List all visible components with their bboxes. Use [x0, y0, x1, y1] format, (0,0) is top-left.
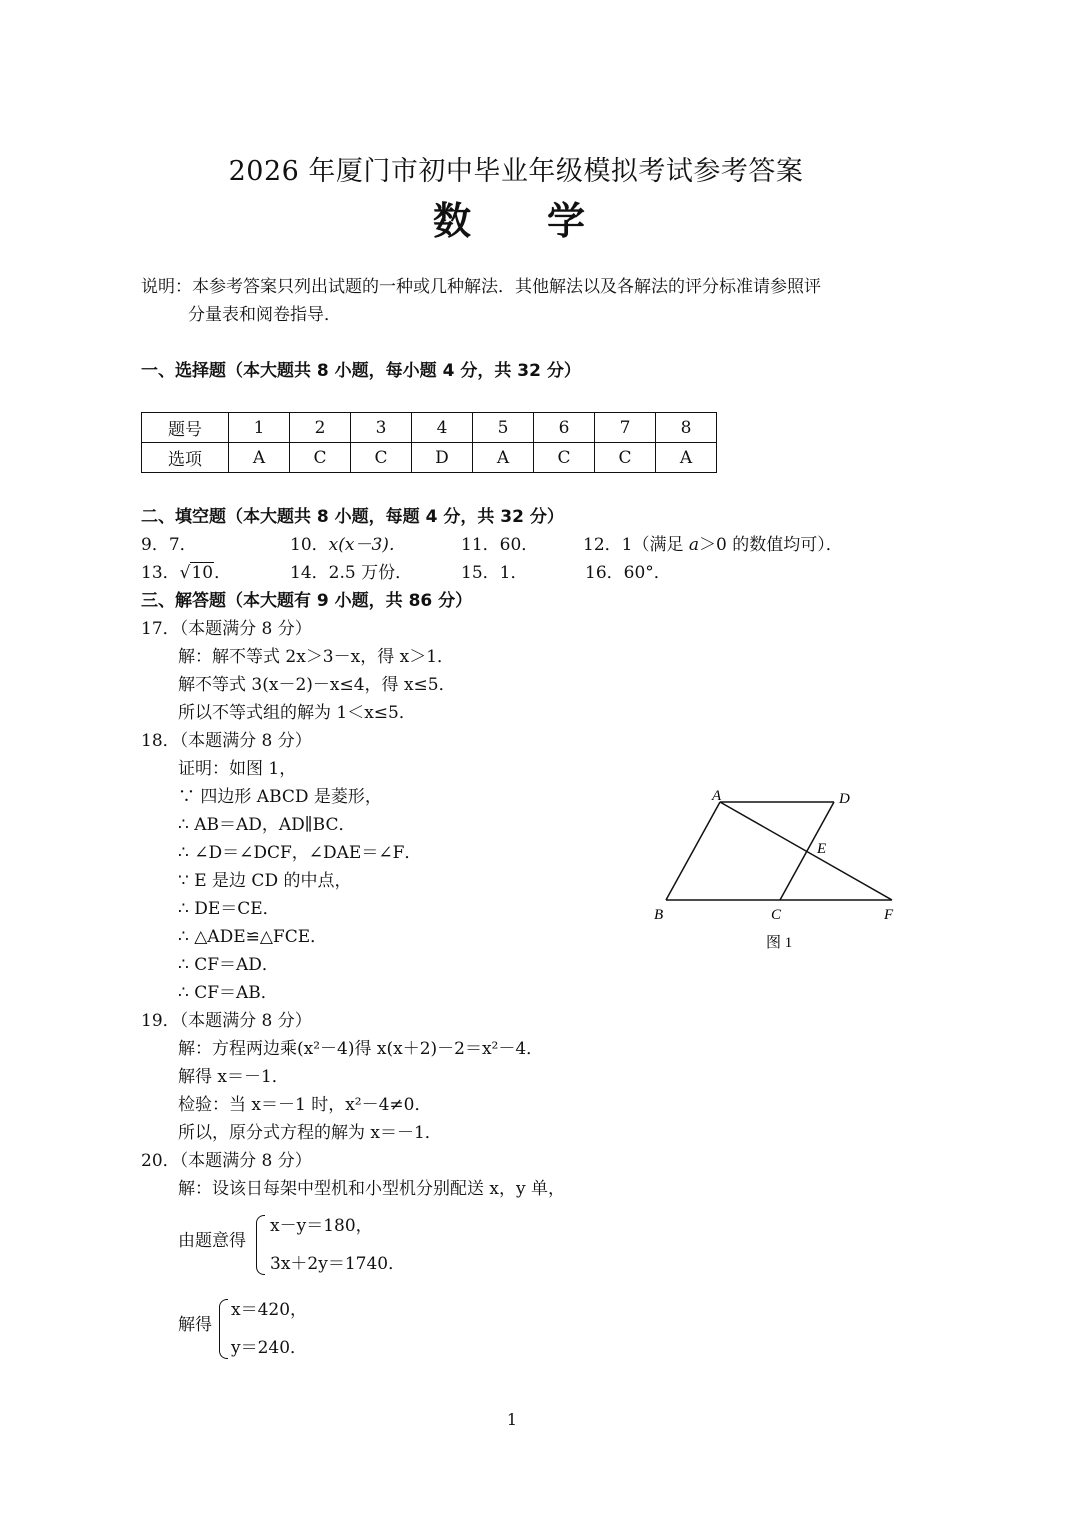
- q18-label: 18．（本题满分 8 分）: [141, 731, 312, 751]
- answer-12-var: a: [688, 535, 699, 555]
- note-line-1: 说明：本参考答案只列出试题的一种或几种解法．其他解法以及各解法的评分标准请参照评: [141, 277, 821, 297]
- point-label-c: C: [771, 907, 782, 923]
- q18-line-7: ∴ △ADE≌△FCE．: [178, 927, 328, 947]
- page-number: 1: [506, 1410, 518, 1429]
- table-cell: A: [473, 443, 534, 473]
- answer-12: [583, 531, 843, 559]
- answer-14: 14．2.5 万份．: [290, 563, 413, 583]
- answer-9: 9．7．: [141, 535, 197, 555]
- answer-table: [141, 412, 717, 473]
- q18-line-1: 证明：如图 1，: [178, 759, 297, 779]
- q18-line-6: ∴ DE＝CE．: [178, 899, 280, 919]
- table-cell: C: [534, 443, 595, 473]
- q20-intro: 解：设该日每架中型机和小型机分别配送 x，y 单，: [178, 1179, 565, 1199]
- q18-line-9: ∴ CF＝AB．: [178, 983, 278, 1003]
- section2-heading: 二、填空题（本大题共 8 小题，每题 4 分，共 32 分）: [141, 507, 564, 527]
- table-cell: 7: [595, 413, 656, 443]
- sqrt-symbol: √10: [179, 563, 214, 583]
- q20-equation-1: x－y＝180，: [270, 1216, 373, 1236]
- q20-equation-2: 3x＋2y＝1740．: [270, 1254, 406, 1274]
- row-label-choice: 选项: [142, 443, 229, 473]
- segment-af: [720, 802, 892, 900]
- answer-10: [290, 531, 406, 559]
- q20-label: 20．（本题满分 8 分）: [141, 1151, 312, 1171]
- segment-ab: [666, 802, 720, 900]
- answer-11: 11．60．: [461, 535, 539, 555]
- q20-solution-1: x＝420，: [231, 1300, 308, 1320]
- solution-brace: [219, 1299, 228, 1359]
- answer-12-prefix: 12．1（满足: [583, 535, 689, 555]
- figure-caption: 图 1: [766, 935, 793, 951]
- q17-line-2: 解不等式 3(x－2)－x≤4，得 x≤5．: [178, 675, 456, 695]
- table-cell: 6: [534, 413, 595, 443]
- q20-system-label: 由题意得: [178, 1231, 246, 1251]
- table-cell: 5: [473, 413, 534, 443]
- point-label-e: E: [817, 841, 827, 857]
- answer-10-expr: x(x－3)．: [328, 535, 406, 555]
- row-label-number: 题号: [142, 413, 229, 443]
- section1-heading: 一、选择题（本大题共 8 小题，每小题 4 分，共 32 分）: [141, 361, 581, 381]
- subject-title: [433, 196, 585, 246]
- answer-13-suffix: ．: [214, 563, 232, 583]
- q18-line-3: ∴ AB＝AD，AD∥BC．: [178, 815, 356, 835]
- table-cell: 3: [351, 413, 412, 443]
- q18-line-2: ∵ 四边形 ABCD 是菱形，: [178, 787, 382, 807]
- note-line-2: 分量表和阅卷指导．: [188, 305, 341, 325]
- table-cell: 4: [412, 413, 473, 443]
- q20-solution-2: y＝240．: [231, 1338, 308, 1358]
- q20-solution-label: 解得: [178, 1315, 212, 1335]
- answer-table-row-numbers: [142, 413, 717, 443]
- q18-line-8: ∴ CF＝AD．: [178, 955, 279, 975]
- answer-15: 15．1．: [461, 563, 528, 583]
- q19-line-1: 解：方程两边乘(x²－4)得 x(x＋2)－2＝x²－4．: [178, 1039, 544, 1059]
- q19-line-3: 检验：当 x＝－1 时，x²－4≠0．: [178, 1095, 432, 1115]
- table-cell: D: [412, 443, 473, 473]
- table-cell: A: [656, 443, 717, 473]
- section3-heading: 三、解答题（本大题有 9 小题，共 86 分）: [141, 591, 473, 611]
- point-label-d: D: [839, 791, 850, 807]
- system-brace: [256, 1215, 265, 1275]
- subject-char-2: 学: [547, 199, 586, 243]
- figure-1-diagram: [640, 780, 920, 960]
- point-label-f: F: [884, 907, 894, 923]
- answer-table-row-choices: [142, 443, 717, 473]
- q17-line-3: 所以不等式组的解为 1＜x≤5．: [178, 703, 416, 723]
- point-label-b: B: [654, 907, 664, 923]
- answer-13: [141, 559, 231, 587]
- table-cell: 8: [656, 413, 717, 443]
- q19-line-4: 所以，原分式方程的解为 x＝－1．: [178, 1123, 442, 1143]
- subject-char-1: 数: [433, 199, 472, 243]
- answer-10-number: 10．: [290, 535, 329, 555]
- answer-12-suffix: ＞0 的数值均可）．: [699, 535, 843, 555]
- point-label-a: A: [712, 788, 722, 804]
- table-cell: C: [351, 443, 412, 473]
- q19-line-2: 解得 x＝－1．: [178, 1067, 289, 1087]
- answer-13-radicand: 10: [191, 563, 214, 583]
- table-cell: 1: [229, 413, 290, 443]
- answer-13-number: 13．: [141, 563, 180, 583]
- q17-line-1: 解：解不等式 2x＞3－x，得 x＞1．: [178, 647, 455, 667]
- table-cell: A: [229, 443, 290, 473]
- q19-label: 19．（本题满分 8 分）: [141, 1011, 312, 1031]
- table-cell: 2: [290, 413, 351, 443]
- q17-label: 17．（本题满分 8 分）: [141, 619, 312, 639]
- q18-line-5: ∵ E 是边 CD 的中点，: [178, 871, 352, 891]
- answer-16: 16．60°．: [585, 563, 671, 583]
- table-cell: C: [290, 443, 351, 473]
- page-title: 2026 年厦门市初中毕业年级模拟考试参考答案: [228, 156, 804, 187]
- table-cell: C: [595, 443, 656, 473]
- q18-line-4: ∴ ∠D＝∠DCF，∠DAE＝∠F．: [178, 843, 422, 863]
